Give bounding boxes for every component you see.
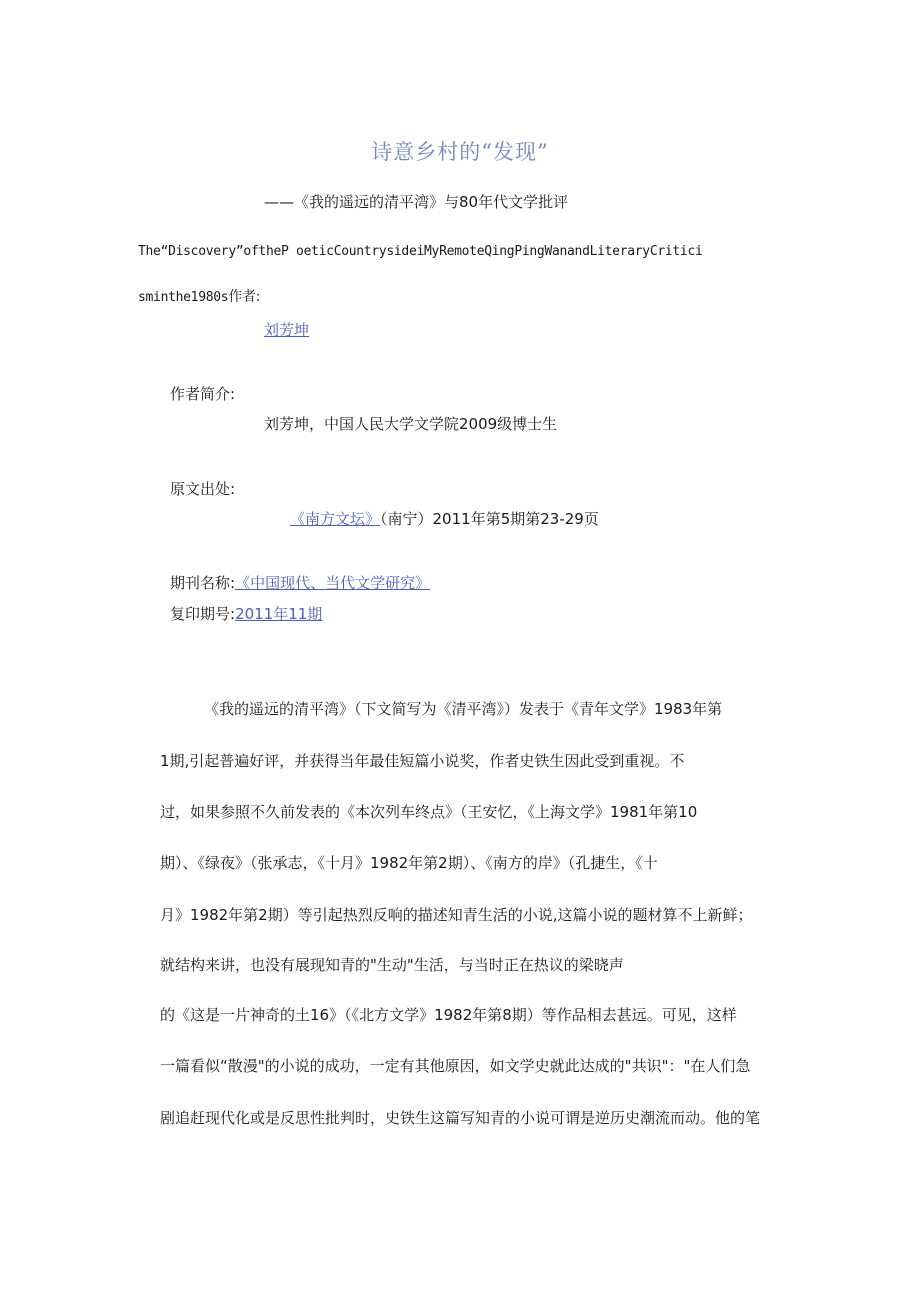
source-journal-link[interactable]: 《南方文坛》: [290, 510, 381, 528]
journal-label: 期刊名称:: [170, 574, 236, 592]
reprint-issue-link[interactable]: 2011年11期: [235, 605, 323, 623]
body-line-9: 剧追赶现代化或是反思性批判时，史铁生这篇写知青的小说可谓是逆历史潮流而动。他的笔: [160, 1109, 761, 1127]
reprint-line: [170, 603, 322, 624]
english-title-line-1: The“Discovery”oftheP oeticCountrysideiMyRemoteQingPingWanandLiteraryCritici: [138, 244, 703, 259]
bio-label: 作者简介:: [170, 385, 236, 403]
english-title-line-2: [138, 286, 260, 306]
body-line-4: 期）、《绿夜》（张承志，《十月》1982年第2期）、《南方的岸》（孔捷生，《十: [160, 854, 658, 872]
english-title-line-2-text: sminthe1980s: [138, 290, 229, 305]
journal-name-link[interactable]: 《中国现代、当代文学研究》: [235, 574, 431, 592]
body-line-5: 月》1982年第2期）等引起热烈反响的描述知青生活的小说,这篇小说的题材算不上新鲜；: [160, 906, 753, 924]
body-line-3: 过，如果参照不久前发表的《本次列车终点》（王安忆，《上海文学》1981年第10: [160, 803, 698, 821]
author-label: 作者:: [228, 289, 261, 305]
source-line: [290, 508, 599, 529]
author-name-link[interactable]: 刘芳坤: [264, 321, 310, 339]
article-title: 诗意乡村的“发现”: [371, 140, 549, 164]
journal-line: [170, 572, 430, 593]
body-line-8: 一篇看似“散漫"的小说的成功，一定有其他原因，如文学史就此达成的"共识"："在人们急: [160, 1057, 751, 1075]
body-line-6: 就结构来讲，也没有展现知青的"生动"生活，与当时正在热议的梁晓声: [160, 956, 624, 974]
source-label: 原文出处:: [170, 480, 236, 498]
body-line-1: 《我的遥远的清平湾》（下文简写为《清平湾》）发表于《青年文学》1983年第: [204, 700, 723, 718]
bio-text: 刘芳坤，中国人民大学文学院2009级博士生: [264, 415, 558, 433]
article-subtitle: ——《我的遥远的清平湾》与80年代文学批评: [264, 193, 569, 211]
body-line-2: 1期,引起普遍好评，并获得当年最佳短篇小说奖，作者史铁生因此受到重视。不: [160, 752, 685, 770]
reprint-label: 复印期号:: [170, 605, 236, 623]
body-line-7: 的《这是一片神奇的土16》（《北方文学》1982年第8期）等作品相去甚远。可见，这样: [160, 1006, 737, 1024]
source-detail: （南宁）2011年第5期第23-29页: [380, 510, 599, 528]
